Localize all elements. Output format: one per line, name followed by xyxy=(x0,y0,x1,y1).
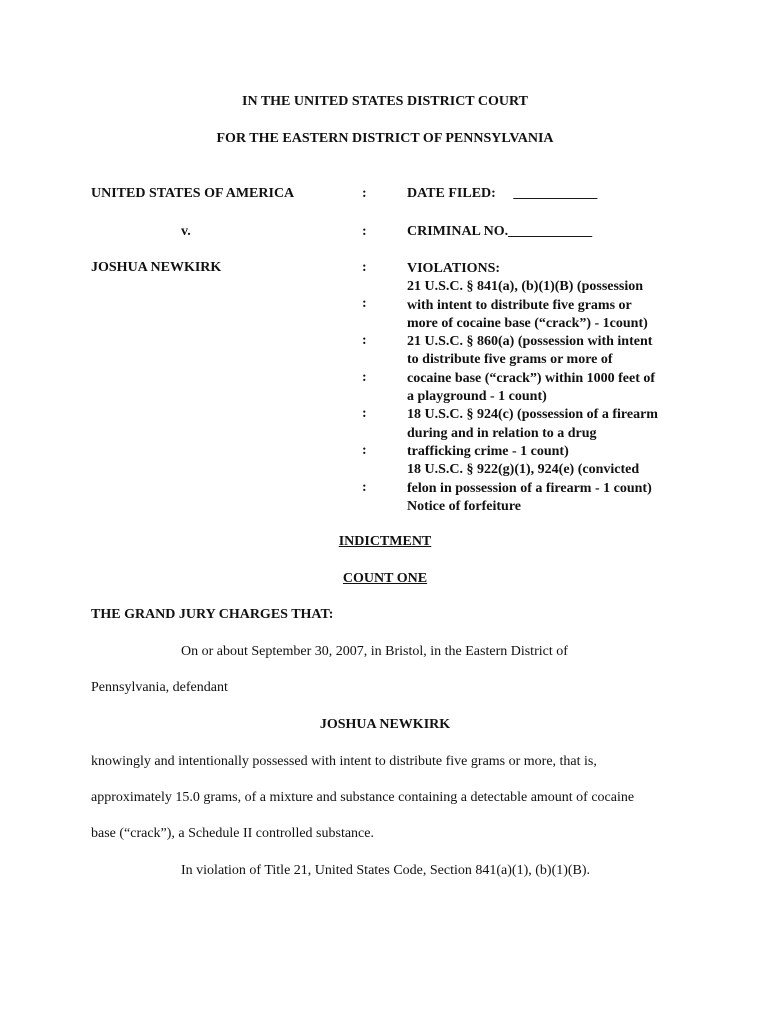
violation-line: a playground - 1 count) xyxy=(407,389,547,405)
violation-line: trafficking crime - 1 count) xyxy=(407,443,569,459)
versus-label: v. xyxy=(181,224,191,239)
date-filed xyxy=(407,186,597,202)
violation-line: with intent to distribute five grams or xyxy=(407,297,632,313)
plaintiff-name: UNITED STATES OF AMERICA xyxy=(91,186,295,201)
caption-colon: : xyxy=(362,333,367,348)
violation-line: during and in relation to a drug xyxy=(407,425,597,441)
court-heading: IN THE UNITED STATES DISTRICT COURT xyxy=(242,94,528,109)
violation-line: Notice of forfeiture xyxy=(407,498,522,514)
date-filed-label: DATE FILED: xyxy=(407,186,496,201)
defendant-name: JOSHUA NEWKIRK xyxy=(91,260,222,275)
paragraph-line: knowingly and intentionally possessed with intent to distribute five grams or more, that is, xyxy=(91,754,597,769)
paragraph-line: base (“crack”), a Schedule II controlled substance. xyxy=(91,826,374,841)
violation-statement: In violation of Title 21, United States Code, Section 841(a)(1), (b)(1)(B). xyxy=(181,863,591,878)
violation-line: felon in possession of a firearm - 1 count) xyxy=(407,480,652,496)
defendant-name-body: JOSHUA NEWKIRK xyxy=(319,717,451,732)
date-filed-blank: ____________ xyxy=(513,186,598,201)
paragraph-line: Pennsylvania, defendant xyxy=(91,680,228,695)
caption-colon: : xyxy=(362,480,367,495)
paragraph-line: On or about September 30, 2007, in Bristol, in the Eastern District of xyxy=(181,644,568,659)
paragraph-line: approximately 15.0 grams, of a mixture and substance containing a detectable amount of cocaine xyxy=(91,790,635,805)
caption-colon: : xyxy=(362,224,367,239)
grand-jury-charge: THE GRAND JURY CHARGES THAT: xyxy=(91,607,334,622)
caption-colon: : xyxy=(362,443,367,458)
count-title: COUNT ONE xyxy=(342,571,428,586)
violation-line: 21 U.S.C. § 860(a) (possession with intent xyxy=(407,334,653,350)
violation-line: to distribute five grams or more of xyxy=(407,352,613,368)
caption-colon: : xyxy=(362,260,367,275)
criminal-number xyxy=(407,224,592,240)
district-heading: FOR THE EASTERN DISTRICT OF PENNSYLVANIA xyxy=(216,131,554,146)
violation-line: 18 U.S.C. § 924(c) (possession of a firearm xyxy=(407,407,658,423)
caption-colon: : xyxy=(362,186,367,201)
violations-label: VIOLATIONS: xyxy=(407,261,501,276)
caption-colon: : xyxy=(362,370,367,385)
violation-line: 18 U.S.C. § 922(g)(1), 924(e) (convicted xyxy=(407,462,640,478)
violation-line: more of cocaine base (“crack”) - 1count) xyxy=(407,315,648,331)
criminal-no-label: CRIMINAL NO. xyxy=(407,224,509,239)
violation-line: cocaine base (“crack”) within 1000 feet of xyxy=(407,370,656,386)
caption-colon: : xyxy=(362,296,367,311)
violation-line: 21 U.S.C. § 841(a), (b)(1)(B) (possession xyxy=(407,279,644,295)
caption-colon: : xyxy=(362,406,367,421)
criminal-no-blank: ____________ xyxy=(508,224,593,239)
violations-block xyxy=(407,260,658,516)
indictment-title: INDICTMENT xyxy=(338,534,432,549)
